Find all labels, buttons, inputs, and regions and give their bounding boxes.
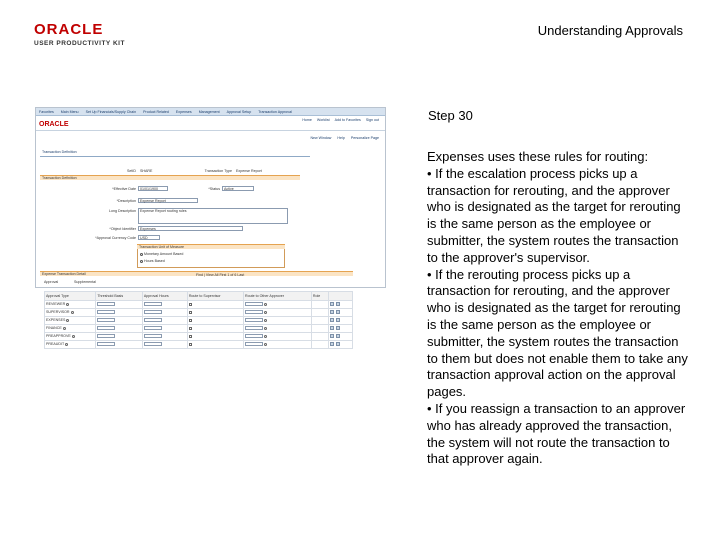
grid-tab-supplemental[interactable]: Supplemental: [74, 280, 96, 284]
lookup-icon[interactable]: [264, 335, 267, 338]
lookup-icon[interactable]: [264, 303, 267, 306]
threshold-input[interactable]: [97, 302, 115, 306]
tab-underline: [40, 156, 310, 157]
menu-item[interactable]: Main Menu: [60, 110, 79, 114]
uom-header: Transaction Unit of Measure: [137, 244, 285, 249]
delete-row-icon[interactable]: [336, 326, 340, 330]
threshold-input[interactable]: [97, 310, 115, 314]
hours-input[interactable]: [144, 342, 162, 346]
col-actions: [328, 292, 352, 301]
menu-item[interactable]: Management: [198, 110, 220, 114]
approval-type-value: EXPENSES: [46, 318, 66, 323]
hours-input[interactable]: [144, 334, 162, 338]
table-row: [45, 333, 353, 341]
table-row: [45, 341, 353, 349]
col-approval-type: Approval Type: [45, 292, 96, 301]
object-identifier-label: *Object Identifier: [109, 227, 136, 231]
table-row: [45, 317, 353, 325]
header-divider: [36, 130, 385, 131]
expense-transaction-grid: [44, 291, 353, 349]
long-description-label: Long Description: [109, 209, 136, 213]
menu-item[interactable]: Favorites: [39, 110, 54, 114]
col-threshold-basis: Threshold Basis: [96, 292, 143, 301]
supervisor-checkbox[interactable]: [189, 311, 192, 314]
delete-row-icon[interactable]: [336, 310, 340, 314]
page-tools: [305, 136, 379, 140]
lookup-icon[interactable]: [72, 335, 75, 338]
transaction-value: Expense Report: [236, 169, 262, 173]
grid-title: Expense Transaction Detail: [42, 272, 86, 276]
hours-input[interactable]: [144, 310, 162, 314]
body-bullet-reassign: • If you reassign a transaction to an approver who has already approved the transaction, the system will not route the transaction to that approver again.: [427, 400, 686, 467]
approval-type-value: PREAUDIT: [46, 342, 65, 347]
lookup-icon[interactable]: [264, 343, 267, 346]
other-approver-input[interactable]: [245, 318, 263, 322]
lookup-icon[interactable]: [264, 311, 267, 314]
add-row-icon[interactable]: [330, 326, 334, 330]
table-row: [45, 301, 353, 309]
grid-header-row: [45, 292, 353, 301]
supervisor-checkbox[interactable]: [189, 335, 192, 338]
setid-value: SHARE: [140, 169, 153, 173]
favorites-link[interactable]: Add to Favorites: [334, 118, 361, 122]
effdate-label: *Effective Date: [112, 187, 136, 191]
radio-circle-icon: [140, 260, 143, 263]
currency-input[interactable]: USD: [138, 235, 160, 240]
add-row-icon[interactable]: [330, 334, 334, 338]
worklist-link[interactable]: Worklist: [316, 118, 330, 122]
home-link[interactable]: Home: [302, 118, 312, 122]
logo-wordmark: ORACLE: [34, 21, 104, 38]
menu-bar: [36, 108, 385, 116]
threshold-input[interactable]: [97, 342, 115, 346]
status-label: *Status: [208, 187, 220, 191]
application-screenshot: [35, 107, 386, 347]
radio-monetary[interactable]: [140, 252, 183, 256]
col-route-supervisor: Route to Supervisor: [187, 292, 243, 301]
other-approver-input[interactable]: [245, 326, 263, 330]
add-row-icon[interactable]: [330, 310, 334, 314]
personalize-link[interactable]: Personalize Page: [350, 136, 379, 140]
description-input[interactable]: Expense Report: [138, 198, 198, 203]
radio-circle-icon: [140, 253, 143, 256]
approval-type-value: PREAPPROVE: [46, 334, 71, 339]
radio-label: Monetary Amount Based: [144, 252, 184, 256]
lookup-icon[interactable]: [66, 319, 69, 322]
table-row: [45, 309, 353, 317]
lookup-icon[interactable]: [66, 303, 69, 306]
new-window-link[interactable]: New Window: [310, 136, 332, 140]
grid-tab-approval[interactable]: Approval: [44, 280, 59, 284]
menu-item[interactable]: Product Related: [143, 110, 169, 114]
lookup-icon[interactable]: [65, 343, 68, 346]
add-row-icon[interactable]: [330, 342, 334, 346]
step-number: Step 30: [428, 108, 473, 123]
logo-subtitle: USER PRODUCTIVITY KIT: [34, 40, 125, 47]
other-approver-input[interactable]: [245, 302, 263, 306]
lookup-icon[interactable]: [63, 327, 66, 330]
table-row: [45, 325, 353, 333]
section-header: Transaction Definition: [40, 175, 300, 180]
object-identifier-select[interactable]: Expenses: [138, 226, 243, 231]
body-bullet-escalation: • If the escalation process picks up a transaction for rerouting, and the approver who is designated as the target for rerouting is the same person as the employee or submitter, the system routes the transaction to the approver's supervisor.: [427, 165, 681, 265]
col-approval-hours: Approval Hours: [142, 292, 187, 301]
description-label: *Description: [116, 199, 136, 203]
col-route-other: Route to Other Approver: [244, 292, 312, 301]
effdate-input[interactable]: 01/01/1900: [138, 186, 168, 191]
approval-type-value: SUPERVISOR: [46, 310, 70, 315]
tab-transaction-definition[interactable]: Transaction Definition: [42, 150, 77, 154]
supervisor-checkbox[interactable]: [189, 327, 192, 330]
menu-item[interactable]: Expenses: [175, 110, 192, 114]
transaction-label: Transaction Type: [204, 169, 232, 173]
setid-label: SetID: [127, 169, 136, 173]
menu-item[interactable]: Approval Setup: [226, 110, 252, 114]
other-approver-input[interactable]: [245, 342, 263, 346]
page-title: Understanding Approvals: [537, 23, 683, 38]
other-approver-input[interactable]: [245, 310, 263, 314]
oracle-upk-logo: [34, 22, 164, 52]
delete-row-icon[interactable]: [336, 318, 340, 322]
supervisor-checkbox[interactable]: [189, 303, 192, 306]
supervisor-checkbox[interactable]: [189, 319, 192, 322]
body-bullet-rerouting: • If the rerouting process picks up a transaction for rerouting, and the approver who is designated as the target for rerouting is the same person as the employee or submitter, the system routes the transaction to them but does not enable them to take any transaction approval action on the approval pages.: [427, 266, 688, 400]
delete-row-icon[interactable]: [336, 334, 340, 338]
add-row-icon[interactable]: [330, 318, 334, 322]
other-approver-input[interactable]: [245, 334, 263, 338]
add-row-icon[interactable]: [330, 302, 334, 306]
radio-hours[interactable]: [140, 259, 165, 263]
lookup-icon[interactable]: [71, 311, 74, 314]
hours-input[interactable]: [144, 302, 162, 306]
delete-row-icon[interactable]: [336, 302, 340, 306]
approval-type-value: FINANCE: [46, 326, 62, 331]
long-description-textarea[interactable]: Expense Report routing rules: [138, 208, 288, 224]
hours-input[interactable]: [144, 318, 162, 322]
approval-type-value: REVIEWER: [46, 302, 66, 307]
col-role: Role: [311, 292, 328, 301]
supervisor-checkbox[interactable]: [189, 343, 192, 346]
signout-link[interactable]: Sign out: [365, 118, 379, 122]
menu-item[interactable]: Transaction Approval: [258, 110, 292, 114]
delete-row-icon[interactable]: [336, 342, 340, 346]
hours-input[interactable]: [144, 326, 162, 330]
help-link[interactable]: Help: [337, 136, 345, 140]
currency-label: *Approval Currency Code: [95, 236, 136, 240]
status-select[interactable]: Active: [222, 186, 254, 191]
app-logo: ORACLE: [39, 121, 69, 128]
menu-item[interactable]: Set Up Financials/Supply Chain: [85, 110, 137, 114]
lookup-icon[interactable]: [264, 327, 267, 330]
threshold-input[interactable]: [97, 326, 115, 330]
header-links: [298, 118, 379, 122]
body-intro: Expenses uses these rules for routing:: [427, 149, 649, 164]
threshold-input[interactable]: [97, 318, 115, 322]
lookup-icon[interactable]: [264, 319, 267, 322]
threshold-input[interactable]: [97, 334, 115, 338]
step-description: [427, 149, 689, 468]
radio-label: Hours Based: [144, 259, 165, 263]
grid-navigation[interactable]: Find | View All First 1 of 6 Last: [196, 273, 245, 277]
